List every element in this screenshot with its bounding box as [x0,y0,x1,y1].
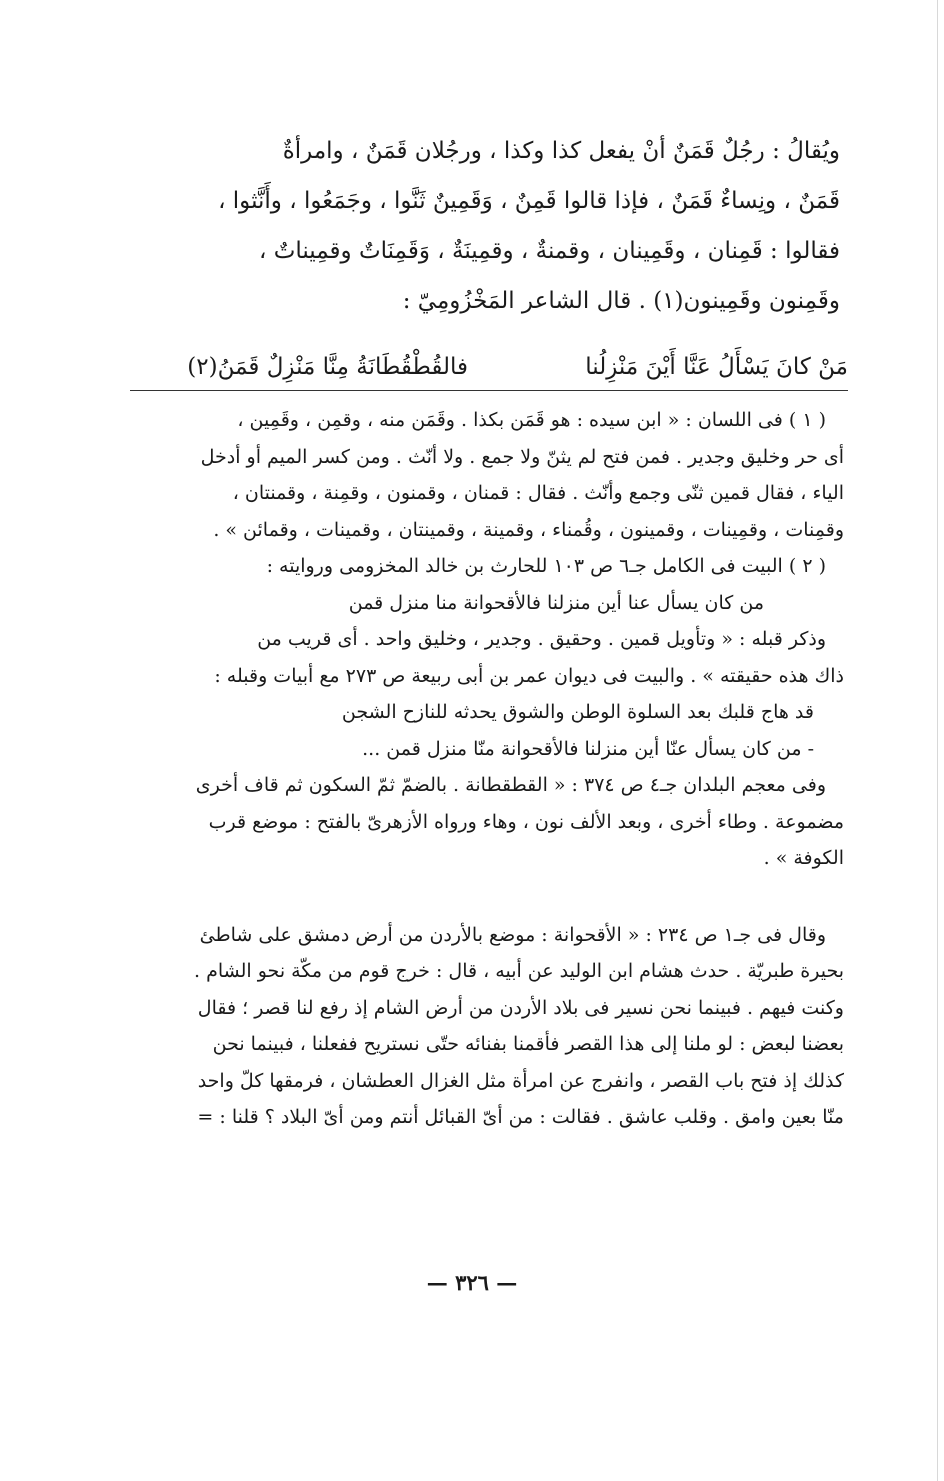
footnote-spacer [100,877,844,917]
footnote-line: وكنت فيهم . فبينما نحن نسير فى بلاد الأردن من أرض الشام إذ رفع لنا قصر ؛ فقال [197,996,844,1019]
poetry-verse [130,344,848,391]
page-number: — ٣٢٦ — [426,1270,518,1295]
footnote-line: وقال فى جـ١ ص ٢٣٤ : « الأقحوانة : موضع بالأردن من أرض دمشق على شاطئ [199,923,826,946]
footnote-line: وفى معجم البلدان جـ٤ ص ٣٧٤ : « القطقطانة . بالضمّ ثمّ السكون ثم قاف أخرى [195,774,826,796]
main-line: وقَمِنون وقَمِينون(١) . قال الشاعر المَخْزُومِيّ : [402,288,840,314]
main-line: ويُقالُ : رجُلٌ قَمَنٌ أنْ يفعل كذا وكذا ، ورجُلان قَمَنٌ ، وامرأةٌ [282,138,840,164]
page-edge-line [937,0,938,1481]
footnote-line: بحيرة طبريّة . حدث هشام ابن الوليد عن أبيه ، قال : خرج قوم من مكّة نحو الشام . [194,960,844,982]
footnote-poem-line: - من كان يسأل عنّا أين منزلنا فالأقحوانة منّا منزل قمن ... [362,737,814,760]
footnote-line: منّا بعين وامق . وقلب عاشق . فقالت : من أىّ القبائل أنتم ومن أىّ البلاد ؟ قلنا : = [197,1106,844,1128]
main-line: فقالوا : قَمِنان ، وقَمِينان ، وقمنةٌ ، وقمِينَةٌ ، وَقَمِنَاتٌ وقمِيناتٌ ، [258,238,840,264]
footnote-poem-line: قد هاج قلبك بعد السلوة الوطن والشوق يحدثه للنازح الشجن [341,701,814,723]
footnotes [100,402,844,1136]
footnote-line: الكوفة » . [763,847,844,869]
main-text [130,126,840,326]
footnote-line: أى حر وخليق وجدير . فمن فتح لم يثنّ ولا جمع . ولا أنّث . ومن كسر الميم أو أدخل [200,445,844,468]
footnote-line: ( ١ ) فى اللسان : « ابن سيده : هو قَمَن بكذا . وقَمَن منه ، وقمِن ، وقَمِين ، [237,409,826,431]
footnote-line: الياء ، فقال قمين ثنّى وجمع وأنّث . فقال : قمنان ، وقمنون ، وقمِنة ، وقمنتان ، [232,482,844,504]
footnote-line: ذاك هذه حقيقته » . والبيت فى ديوان عمر بن أبى ربيعة ص ٢٧٣ مع أبيات وقبله : [214,664,844,687]
verse-hemistich-second: فالقُطْقُطَانَةُ مِنَّا مَنْزِلٌ قَمَنُ(٢) [187,354,468,380]
footnote-line: مضموعة . وطاء أخرى ، وبعد الألف نون ، وهاء ورواه الأزهرىّ بالفتح : موضع قرب [208,810,844,833]
footnote-line: بعضنا لبعض : لو ملنا إلى هذا القصر فأقمنا بفنائه حتّى نستريح ففعلنا ، فبينما نحن [212,1033,844,1055]
footnote-poem-line: من كان يسأل عنا أين منزلنا فالأقحوانة منا منزل قمن [348,591,764,614]
footnote-line: ( ٢ ) البيت فى الكامل جـ٦ ص ١٠٣ للحارث بن خالد المخزومى وروايته : [266,555,826,577]
footnote-line: كذلك إذ فتح باب القصر ، وانفرج عن امرأة مثل الغزال العطشان ، فرمقها كلّ واحد [197,1069,844,1092]
footnote-line: وقمِنات ، وقمِينات ، وقمينون ، وقُمناء ، وقمينة ، وقمينتان ، وقمينات ، وقمائن » . [213,518,844,541]
verse-hemistich-first: مَنْ كانَ يَسْأَلُ عَنَّا أَيْنَ مَنْزِلُنا [585,354,848,380]
footnote-line: وذكر قبله : « وتأويل قمين . وحقيق . وجدير ، وخليق واحد . أى قريب من [257,628,826,650]
main-line: قَمَنٌ ، ونِساءٌ قَمَنٌ ، فإذا قالوا قَمِنٌ ، وَقَمِينٌ ثَنَّوا ، وجَمَعُوا ، وأَنَّثوا ، [218,188,840,214]
